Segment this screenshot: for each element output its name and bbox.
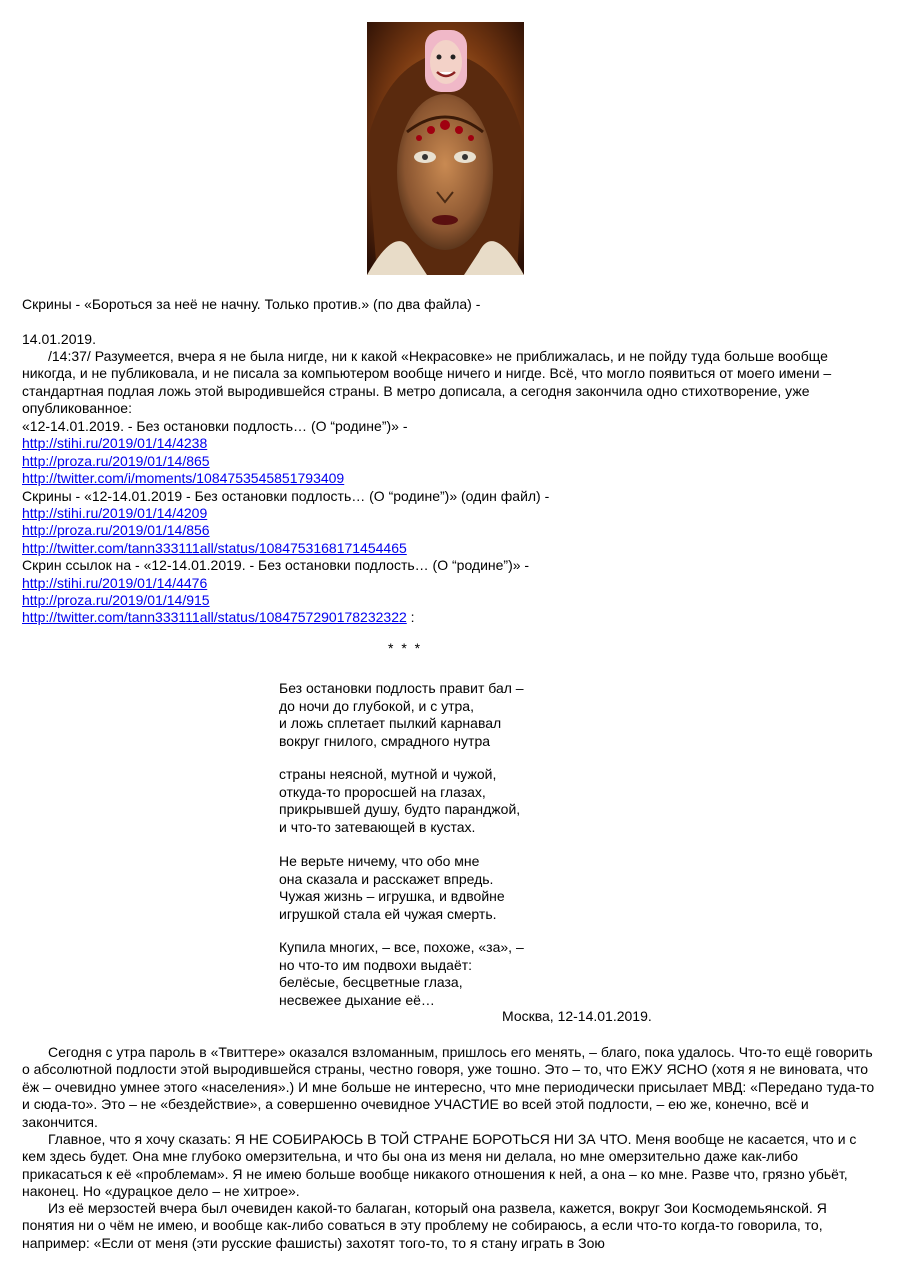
link-line — [22, 609, 878, 626]
link-twitter[interactable]: http://twitter.com/i/moments/1084753545851793409 — [22, 470, 345, 487]
portrait-illustration — [367, 22, 524, 275]
poem-line: и что-то затевающей в кустах. — [279, 818, 476, 835]
poem-line: вокруг гнилого, смрадного нутра — [279, 732, 491, 749]
poem-line: но что-то им подвохи выдаёт: — [279, 956, 473, 973]
link-stihi[interactable]: http://stihi.ru/2019/01/14/4238 — [22, 435, 208, 452]
poem-line: Купила многих, – все, похоже, «за», – — [279, 939, 524, 955]
poem-line: игрушкой стала ей чужая смерть. — [279, 905, 497, 922]
poem-line: и ложь сплетает пылкий карнавал — [279, 715, 502, 731]
prose-paragraph-3: Из её мерзостей вчера был очевиден какой-то балаган, который она развела, кажется, вокруг Зои Космодемьянской. Я понятия ни о чём не имею, и вообще как-либо соваться в эту проблему не собираюсь, а если что-то когда-то говорила, то, например: «Если от меня (эти русские фашисты) захотят того-то, то я стану играть в Зою — [22, 1200, 827, 1251]
poem-stanza — [279, 939, 524, 1009]
entry-date: 14.01.2019. — [22, 331, 96, 347]
link-group-title: «12-14.01.2019. - Без остановки подлость… (О “родине”)» - — [22, 418, 408, 434]
poem-line: страны неясной, мутной и чужой, — [279, 766, 497, 782]
link-proza[interactable]: http://proza.ru/2019/01/14/865 — [22, 452, 210, 469]
link-group-title: Скрин ссылок на - «12-14.01.2019. - Без остановки подлость… (О “родине”)» - — [22, 557, 530, 574]
poem-line: прикрывшей душу, будто паранджой, — [279, 801, 521, 817]
poem-stanza — [279, 853, 505, 923]
poem-line: Без остановки подлость правит бал – — [279, 680, 524, 696]
entry-intro: /14:37/ Разумеется, вчера я не была нигде, ни к какой «Некрасовке» не приближалась, и не пойду туда больше вообще никогда, и не публиковала, и не писала за компьютером вообще ничего и нигде. Всё, что могло появиться от моего имени – стандартная подлая ложь этой выродившейся страны. В метро дописала, а сегодня закончила одно стихотворение, уже опубликованное: — [22, 348, 832, 417]
link-tail: : — [406, 609, 415, 626]
link-twitter[interactable]: http://twitter.com/tann333111all/status/1084757290178232322 — [22, 609, 407, 626]
link-stihi[interactable]: http://stihi.ru/2019/01/14/4476 — [22, 574, 208, 591]
poem-line: Не верьте ничему, что обо мне — [279, 853, 480, 869]
poem-separator: * * * — [388, 640, 423, 656]
link-list — [22, 418, 878, 627]
poem-line: она сказала и расскажет впредь. — [279, 870, 494, 887]
poem-line: Чужая жизнь – игрушка, и вдвойне — [279, 888, 505, 904]
link-stihi[interactable]: http://stihi.ru/2019/01/14/4209 — [22, 505, 208, 522]
link-proza[interactable]: http://proza.ru/2019/01/14/915 — [22, 592, 210, 609]
link-proza[interactable]: http://proza.ru/2019/01/14/856 — [22, 522, 210, 539]
poem-line: белёсые, бесцветные глаза, — [279, 974, 463, 990]
poem-line: откуда-то проросшей на глазах, — [279, 783, 486, 800]
link-group-title: Скрины - «12-14.01.2019 - Без остановки подлость… (О “родине”)» (один файл) - — [22, 487, 550, 504]
prose-paragraph-2: Главное, что я хочу сказать: Я НЕ СОБИРАЮСЬ В ТОЙ СТРАНЕ БОРОТЬСЯ НИ ЗА ЧТО. Меня вообще не касается, что и с кем здесь будет. Она мне глубоко омерзительна, и что бы она из меня ни делала, но мне омерзительно даже как-либо прикасаться к её «проблемам». Я не имею больше вообще никакого отношения к ней, а она – ко мне. Разве что, грязно убьёт, наконец. Но «дурацкое дело – не хитрое». — [22, 1131, 857, 1200]
poem-line: до ночи до глубокой, и с утра, — [279, 697, 474, 714]
poem-line: несвежее дыхание её… — [279, 991, 435, 1008]
screens-line: Скрины - «Бороться за неё не начну. Только против.» (по два файла) - — [22, 296, 481, 312]
link-twitter[interactable]: http://twitter.com/tann333111all/status/1084753168171454465 — [22, 539, 407, 556]
prose-paragraph-1: Сегодня с утра пароль в «Твиттере» оказался взломанным, пришлось его менять, – благо, пока удалось. Что-то ещё говорить о абсолютной подлости этой выродившейся страны, честно говоря, уже тошно. Это – то, что ЕЖУ ЯСНО (хотя я не виновата, что ёж – очевидно умнее этого «населения».) И мне больше не интересно, что мне периодически присылает МВД: «Передано туда-то и сюда-то». Это – не «бездействие», а совершенно очевидное УЧАСТИЕ во всей этой подлости, – ею же, конечно, всё и закончится. — [22, 1044, 875, 1130]
poem-stanza — [279, 680, 524, 750]
poem-stanza — [279, 766, 520, 836]
poem-signature: Москва, 12-14.01.2019. — [502, 1008, 652, 1024]
illustration-image — [367, 22, 524, 275]
